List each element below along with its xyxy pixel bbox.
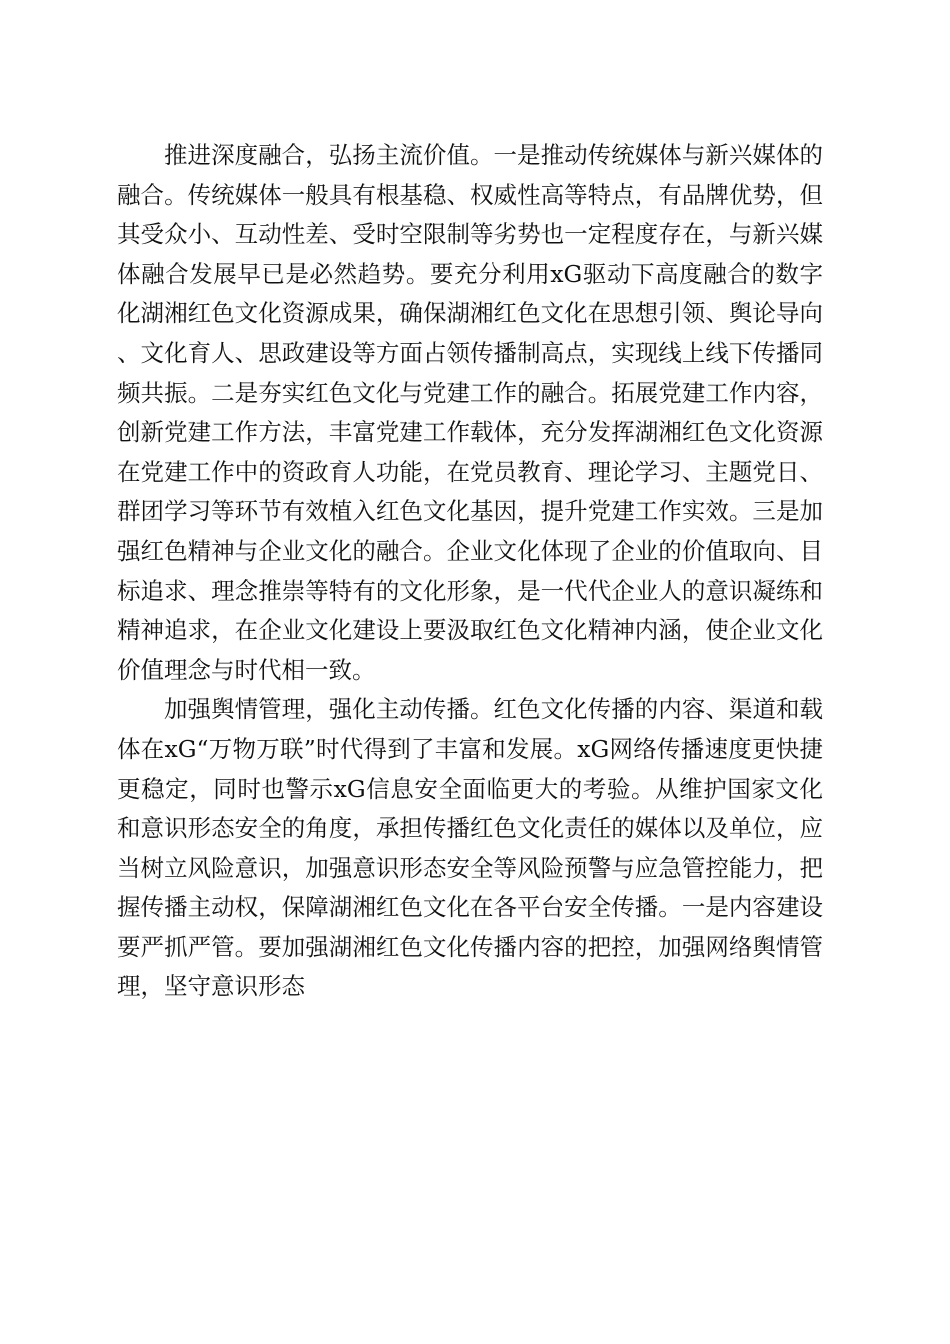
paragraph-media-integration: 推进深度融合，弘扬主流价值。一是推动传统媒体与新兴媒体的融合。传统媒体一般具有根基稳、权威性高等特点，有品牌优势，但其受众小、互动性差、受时空限制等劣势也一定程度存在，与新兴媒体融合发展早已是必然趋势。要充分利用xG驱动下高度融合的数字化湖湘红色文化资源成果，确保湖湘红色文化在思想引领、舆论导向、文化育人、思政建设等方面占领传播制高点，实现线上线下传播同频共振。二是夯实红色文化与党建工作的融合。拓展党建工作内容，创新党建工作方法，丰富党建工作载体，充分发挥湖湘红色文化资源在党建工作中的资政育人功能，在党员教育、理论学习、主题党日、群团学习等环节有效植入红色文化基因，提升党建工作实效。三是加强红色精神与企业文化的融合。企业文化体现了企业的价值取向、目标追求、理念推崇等特有的文化形象，是一代代企业人的意识凝练和精神追求，在企业文化建设上要汲取红色文化精神内涵，使企业文化价值理念与时代相一致。 [117,141,823,684]
paragraph-public-opinion: 加强舆情管理，强化主动传播。红色文化传播的内容、渠道和载体在xG“万物万联”时代得到了丰富和发展。xG网络传播速度更快捷更稳定，同时也警示xG信息安全面临更大的考验。从维护国家文化和意识形态安全的角度，承担传播红色文化责任的媒体以及单位，应当树立风险意识，加强意识形态安全等风险预警与应急管控能力，把握传播主动权，保障湖湘红色文化在各平台安全传播。一是内容建设要严抓严管。要加强湖湘红色文化传播内容的把控，加强网络舆情管理，坚守意识形态 [117,695,823,1001]
body-text [117,136,823,1007]
